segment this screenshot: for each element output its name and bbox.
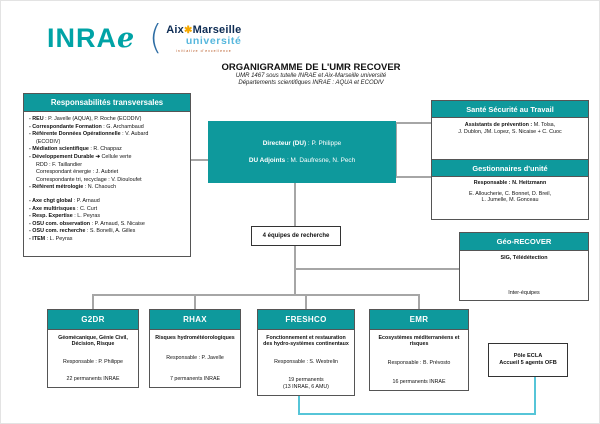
connector-geo-branch	[295, 268, 459, 270]
resp-line: - Axe multirisques : C. Curt	[29, 205, 98, 212]
resp-line: - Axe chgt global : P. Arnaud	[29, 197, 100, 204]
team-g2dr-permanents: 22 permanents INRAE	[66, 375, 120, 382]
pole-ecla-box	[488, 343, 568, 377]
team-freshco-title: Fonctionnement et restauration des hydro-systèmes continentaux	[263, 335, 349, 348]
team-rhax-permanents: 7 permanents INRAE	[169, 375, 221, 382]
gestionnaires-body	[432, 177, 588, 219]
inrae-logo	[47, 23, 135, 54]
team-box-g2dr	[47, 309, 139, 388]
gestionnaires-header: Gestionnaires d'unité	[432, 160, 588, 177]
team-rhax-title: Risques hydrométéorologiques	[155, 335, 235, 341]
team-emr-header: EMR	[370, 310, 468, 330]
connector-cyan-ecla-up	[534, 377, 536, 415]
equipes-label-box: 4 équipes de recherche	[251, 226, 341, 246]
directeur-line: Directeur (DU) : P. Philippe	[262, 140, 342, 147]
team-g2dr-responsable: Responsable : P. Philippe	[63, 358, 123, 365]
connector-distributor	[92, 294, 420, 296]
geo-recover-box	[459, 232, 589, 301]
resp-line: - Médiation scientifique : R. Chappaz	[29, 146, 122, 153]
gestionnaires-line2: E. Alloucherie, C. Bonnet, D. Breil,	[468, 190, 552, 197]
amu-paren-icon: (	[149, 18, 163, 58]
inrae-logo-e: e	[117, 23, 136, 54]
team-emr-title: Ecosystèmes méditerranéens et risques	[378, 335, 460, 348]
team-freshco-responsable: Responsable : S. Westrelin	[274, 359, 338, 366]
connector-directeur-gestionnaires	[395, 176, 431, 178]
resp-line: - Correspondante Formation : G. Archambaud	[29, 123, 144, 130]
resp-line: RDD : F. Taillandier	[36, 161, 83, 168]
amu-logo-tagline: initiative d'excellence	[175, 48, 232, 53]
resp-line: - Référente Données Opérationnelle : V. Aubard	[29, 131, 149, 138]
resp-line: - REU : P. Javelle (AQUA), P. Roche (ECODIV)	[29, 116, 142, 122]
sante-header: Santé Sécurité au Travail	[432, 101, 588, 118]
sante-line1: Assistants de prévention : M. Tolsa,	[464, 122, 556, 128]
team-emr-permanents: 16 permanents INRAE	[392, 378, 446, 385]
gestionnaires-box	[431, 159, 589, 220]
resp-line: Correspondante tri, recyclage : V. Diouloufet	[36, 176, 142, 183]
geo-recover-header: Géo-RECOVER	[460, 233, 588, 251]
resp-line: - OSU com. recherche : S. Bonelli, A. Gilles	[29, 228, 136, 235]
title-sub2: Départements scientifiques INRAE : AQUA et ECODIV	[238, 80, 384, 86]
gestionnaires-line3: L. Jumelle, M. Gonceau	[481, 197, 539, 204]
resp-line: - Resp. Expertise : L. Peyras	[29, 213, 101, 220]
resp-line: (ECODIV)	[36, 138, 61, 145]
connector-stub-emr	[418, 294, 420, 309]
connector-cyan-horizontal	[298, 413, 536, 415]
resp-line: - Développement Durable ➔ Cellule verte	[29, 153, 132, 160]
connector-cyan-freshco-down	[298, 394, 300, 415]
team-emr-responsable: Responsable : B. Prévosto	[387, 360, 451, 366]
connector-directeur-equipes	[294, 183, 296, 226]
responsabilites-body	[24, 112, 190, 256]
inrae-logo-text: INRA	[47, 23, 117, 53]
title-main: ORGANIGRAMME DE L'UMR RECOVER	[221, 62, 401, 73]
gestionnaires-responsable: Responsable : N. Heitzmann	[473, 180, 547, 186]
responsabilites-header: Responsabilités transversales	[24, 94, 190, 112]
connector-stub-rhax	[194, 294, 196, 309]
responsabilites-box	[23, 93, 191, 257]
ecla-line2: Accueil 5 agents OFB	[499, 360, 557, 366]
amu-logo-line2: université	[185, 35, 242, 47]
connector-directeur-sante	[395, 122, 431, 124]
connector-stub-g2dr	[92, 294, 94, 309]
connector-equipes-trunk	[294, 246, 296, 296]
resp-line: - OSU com. observation : P. Arnaud, S. Nicaise	[29, 220, 145, 227]
geo-recover-line2: Inter-équipes	[508, 290, 540, 296]
resp-line: - ITEM : L. Peyras	[29, 235, 73, 242]
team-g2dr-header: G2DR	[48, 310, 138, 330]
geo-recover-body	[460, 251, 588, 300]
resp-line: Correspondant énergie : J. Aubriet	[36, 169, 119, 176]
team-freshco-permanents: 19 permanents (13 INRAE, 6 AMU)	[283, 377, 329, 390]
connector-resp-directeur	[191, 159, 208, 161]
team-freshco-header: FRESHCO	[258, 310, 354, 330]
ecla-line1: Pôle ECLA	[513, 353, 543, 359]
directeur-box	[208, 121, 396, 183]
sante-securite-box	[431, 100, 589, 160]
sante-line2: J. Dublon, JM. Lopez, S. Nicaise + C. Cuoc	[458, 128, 562, 135]
team-g2dr-title: Géomécanique, Génie Civil, Décision, Risque	[58, 335, 128, 348]
sante-body	[432, 118, 588, 159]
star-icon: ✱	[183, 25, 193, 36]
team-box-freshco	[257, 309, 355, 396]
team-box-rhax	[149, 309, 241, 388]
page-title	[181, 63, 441, 87]
team-rhax-responsable: Responsable : P. Javelle	[166, 355, 224, 362]
connector-stub-freshco	[305, 294, 307, 309]
team-rhax-header: RHAX	[150, 310, 240, 330]
team-box-emr	[369, 309, 469, 391]
resp-line: - Référent métrologie : N. Chaouch	[29, 184, 117, 191]
amu-logo-line1: Aix✱Marseille	[166, 24, 242, 36]
geo-recover-line1: SIG, Télédétection	[500, 255, 548, 261]
du-adjoints-line: DU Adjoints : M. Daufresne, N. Pech	[248, 157, 356, 164]
title-sub1: UMR 1467 sous tutelle INRAE et Aix-Marseille université	[235, 73, 387, 79]
amu-logo	[149, 18, 242, 58]
